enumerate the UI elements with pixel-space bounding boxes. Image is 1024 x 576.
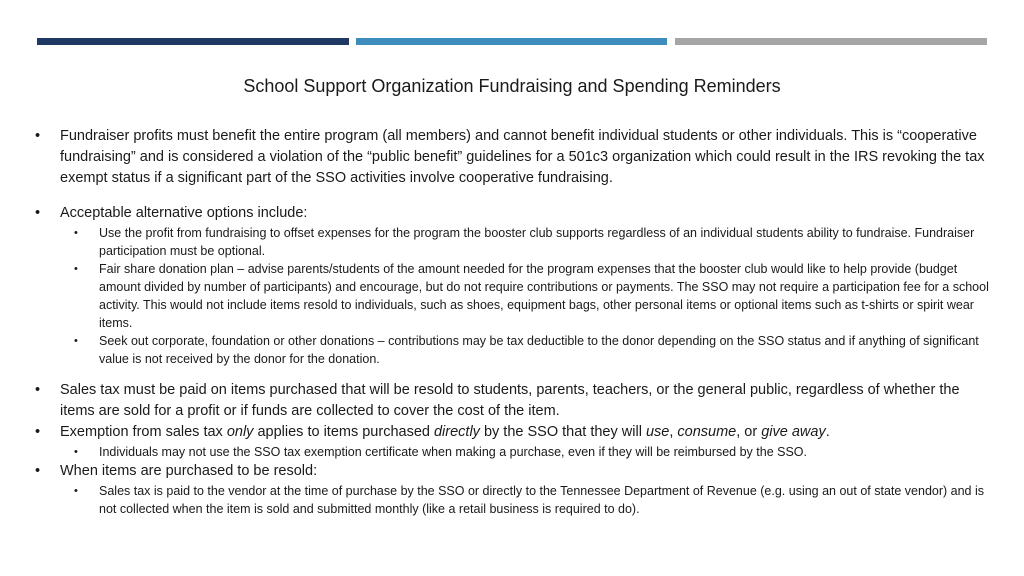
sub-bullet-offset-expenses: [35, 224, 995, 260]
exemption-text-c: applies to items purchased: [253, 424, 434, 440]
sub-bullet-donations: [35, 332, 995, 368]
header-band-gray: [675, 38, 987, 45]
sub-bullet-fair-share: [35, 260, 995, 332]
sub-bullet-text: Use the profit from fundraising to offset expenses for the program the booster club supports regardless of an individual students ability to fundraise. Fundraiser participation must be optional.: [99, 226, 975, 258]
bullet-dot: •: [35, 382, 41, 398]
exemption-text-g: ,: [669, 424, 678, 440]
bullet-dot: •: [35, 205, 41, 221]
bullet-text: Acceptable alternative options include:: [60, 205, 308, 221]
exemption-emphasis-give-away: give away: [761, 424, 826, 440]
exemption-emphasis-use: use: [645, 424, 670, 440]
sub-bullet-dot: •: [74, 485, 78, 497]
exemption-emphasis-consume: consume: [677, 424, 737, 440]
sub-bullet-dot: •: [74, 335, 78, 347]
bullet-text: Fundraiser profits must benefit the entire program (all members) and cannot benefit individual students or other individuals. This is “cooperative fundraising” and is considered a violation of the “public benefit” guidelines for a 501c3 organization which could result in the IRS revoking the tax exempt status if a significant part of the SSO activities involve cooperative fundraising.: [60, 128, 985, 186]
sub-bullet-text: Fair share donation plan – advise parents/students of the amount needed for the program expenses that the booster club would like to help provide (budget amount divided by number of participants) and encourage, but do not require contributions or payments. The SSO may not require a participation fee for a school activity. This would not include items resold to individuals, such as shoes, equipment bags, other personal items or optional items such as t-shirts or spirit wear items.: [99, 262, 989, 330]
sub-bullet-dot: •: [74, 227, 78, 239]
bullet-exemption: [35, 422, 995, 443]
bullet-dot: •: [35, 128, 41, 144]
exemption-text-i: , or: [736, 424, 762, 440]
exemption-text-a: Exemption from sales tax: [60, 424, 227, 440]
bullet-text: Sales tax must be paid on items purchased that will be resold to students, parents, teachers, or the general public, regardless of whether the items are sold for a profit or if funds are collected to cover the cost of the item.: [60, 382, 960, 419]
slide-body: [35, 126, 995, 518]
exemption-text-e: by the SSO that they will: [479, 424, 646, 440]
sub-bullet-dot: •: [74, 446, 78, 458]
bullet-text: When items are purchased to be resold:: [60, 463, 318, 479]
exemption-text-k: .: [825, 424, 830, 440]
bullet-cooperative-fundraising: [35, 126, 995, 189]
bullet-alternatives: [35, 203, 995, 224]
sub-bullet-text: Individuals may not use the SSO tax exemption certificate when making a purchase, even if they will be reimbursed by the SSO.: [99, 445, 807, 459]
slide-title: School Support Organization Fundraising and Spending Reminders: [243, 76, 781, 96]
bullet-resold-items: [35, 461, 995, 482]
exemption-emphasis-only: only: [226, 424, 254, 440]
sub-bullet-text: Seek out corporate, foundation or other donations – contributions may be tax deductible to the donor depending on the SSO status and if anything of significant value is not received by the donor for the donation.: [99, 334, 979, 366]
bullet-dot: •: [35, 424, 41, 440]
sub-bullet-dot: •: [74, 263, 78, 275]
bullet-sales-tax: [35, 380, 995, 422]
header-band-navy: [37, 38, 349, 45]
sub-bullet-vendor-sales-tax: [35, 482, 995, 518]
sub-bullet-text: Sales tax is paid to the vendor at the time of purchase by the SSO or directly to the Tennessee Department of Revenue (e.g. using an out of state vendor) and is not collected when the item is sold and submitted monthly (like a retail business is required to do).: [99, 484, 985, 516]
exemption-emphasis-directly: directly: [433, 424, 480, 440]
header-band-blue: [356, 38, 667, 45]
bullet-dot: •: [35, 463, 41, 479]
sub-bullet-exemption-certificate: [35, 443, 995, 461]
